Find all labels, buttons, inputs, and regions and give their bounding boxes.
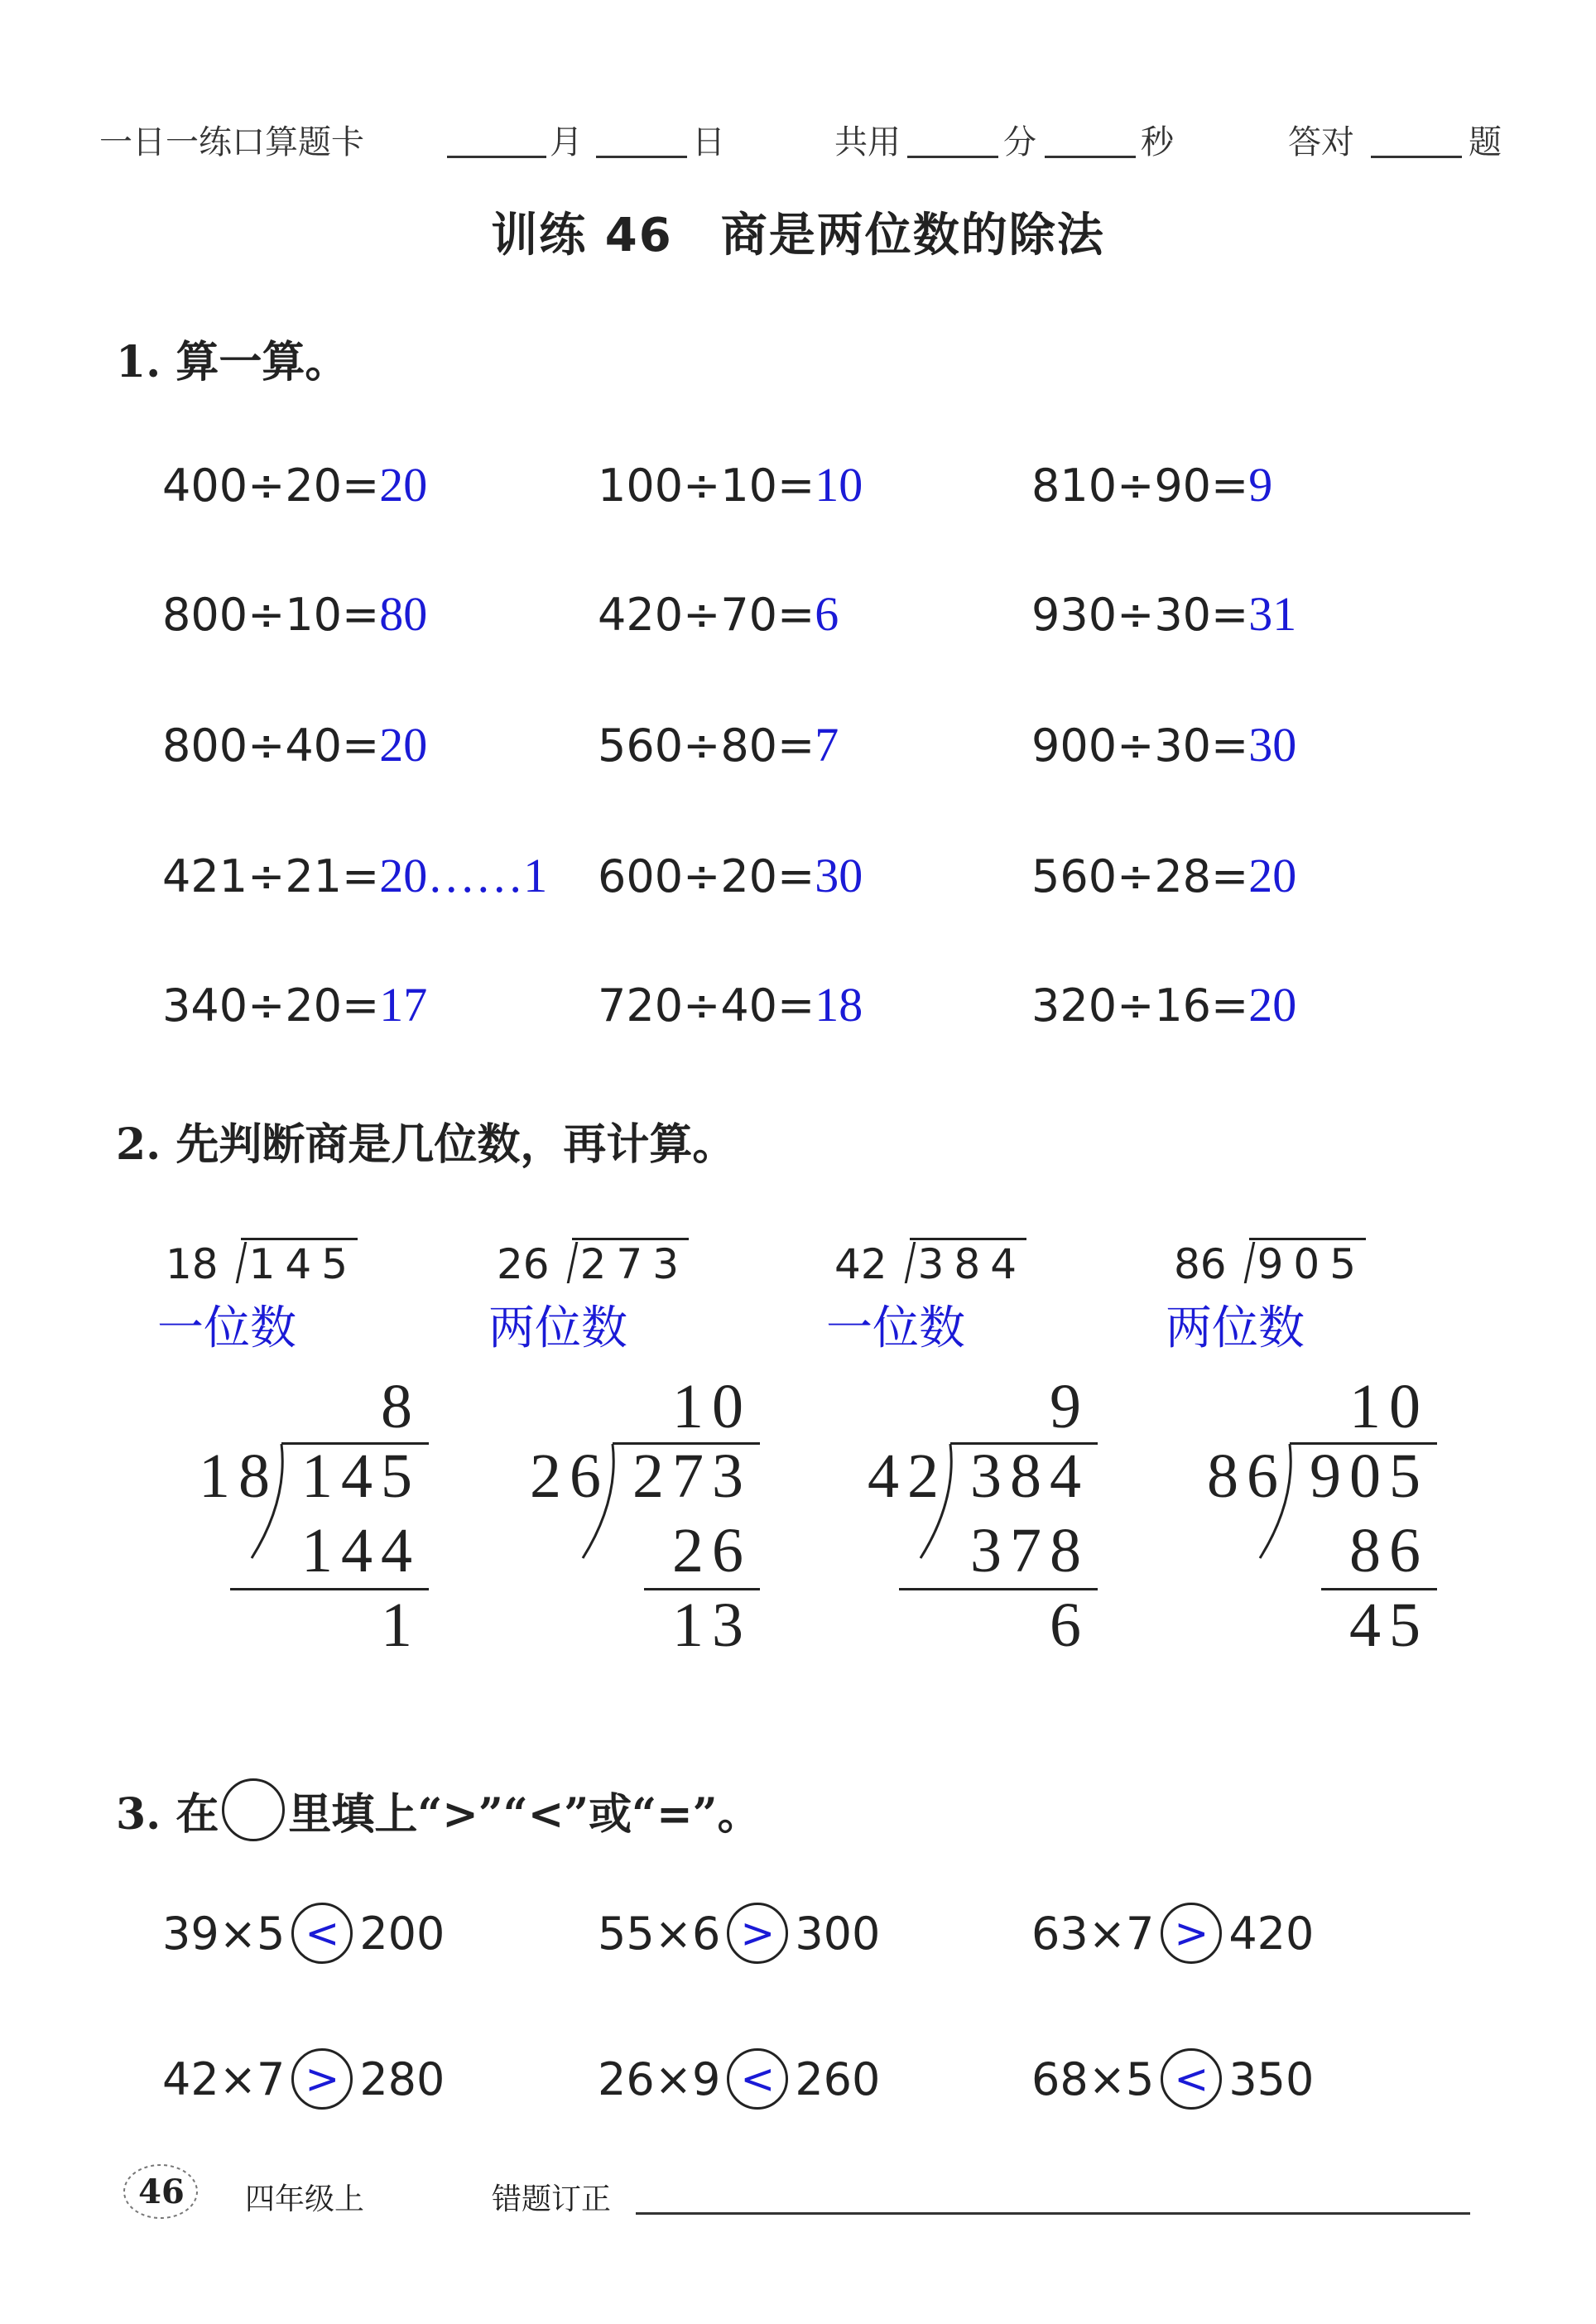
equation-answer[interactable]: 20: [1248, 849, 1297, 902]
equation-3-2: [1031, 848, 1296, 903]
subtrahend: 26: [672, 1516, 752, 1585]
equation-0-1: [598, 457, 863, 512]
division-header-2: [834, 1240, 1026, 1288]
equation-answer[interactable]: 30: [1248, 718, 1297, 772]
equation-question: 600÷20=: [598, 850, 815, 902]
correction-label: 错题订正: [492, 2182, 612, 2216]
grade-label: 四年级上: [245, 2182, 365, 2216]
comparison-answer-circle[interactable]: <: [727, 2048, 788, 2110]
equation-4-1: [598, 977, 863, 1032]
empty-circle-icon: [222, 1778, 285, 1841]
long-dividend: 384: [970, 1441, 1089, 1511]
comparison-1-2: [1031, 2048, 1314, 2110]
equation-answer[interactable]: 20: [379, 458, 428, 512]
page-title: 训练 46 商是两位数的除法: [491, 209, 1105, 262]
equation-question: 560÷80=: [598, 719, 815, 772]
equation-answer[interactable]: 30: [815, 849, 863, 902]
equation-question: 810÷90=: [1031, 460, 1249, 512]
card-label: 一日一练口算题卡: [99, 123, 364, 161]
comparison-right: 300: [795, 1907, 881, 1960]
division-top-line: [1290, 1442, 1437, 1445]
equation-question: 420÷70=: [598, 589, 815, 641]
page-number: 46: [138, 2172, 185, 2211]
long-division-bracket-icon: [1255, 1442, 1305, 1566]
division-top-line: [613, 1442, 760, 1445]
equation-answer[interactable]: 20: [1248, 978, 1297, 1032]
equation-answer[interactable]: 6: [815, 587, 839, 641]
equation-question: 900÷30=: [1031, 719, 1249, 772]
equation-question: 800÷10=: [162, 589, 380, 641]
equation-answer[interactable]: 80: [379, 587, 428, 641]
equation-question: 421÷21=: [162, 850, 380, 902]
long-division-bracket-icon: [247, 1442, 296, 1566]
dividend: 905: [1249, 1238, 1366, 1288]
comparison-answer-circle[interactable]: <: [1161, 2048, 1222, 2110]
laurel-icon: [121, 2160, 200, 2223]
equation-0-2: [1031, 457, 1272, 512]
equation-4-2: [1031, 977, 1296, 1032]
comparison-left: 42×7: [162, 2052, 286, 2105]
comparison-answer-circle[interactable]: >: [1161, 1903, 1222, 1964]
comparison-1-1: [598, 2048, 880, 2110]
comparison-left: 39×5: [162, 1907, 286, 1960]
equation-question: 720÷40=: [598, 979, 815, 1032]
equation-question: 800÷40=: [162, 719, 380, 772]
dividend: 384: [910, 1238, 1026, 1288]
section-3-title-b: 里填上“>”“<”或“=”。: [288, 1788, 761, 1840]
comparison-answer-circle[interactable]: <: [291, 1903, 353, 1964]
equation-1-0: [162, 586, 427, 642]
comparison-0-0: [162, 1903, 445, 1964]
equation-question: 400÷20=: [162, 460, 380, 512]
division-top-line: [950, 1442, 1098, 1445]
equation-answer[interactable]: 7: [815, 718, 839, 772]
equation-answer[interactable]: 20: [379, 718, 428, 772]
equation-question: 100÷10=: [598, 460, 815, 512]
minutes-label: 分: [1003, 123, 1036, 161]
page-number-badge: [124, 2163, 199, 2221]
equation-question: 930÷30=: [1031, 589, 1249, 641]
long-division-bracket-icon: [916, 1442, 965, 1566]
equation-answer[interactable]: 20……1: [379, 849, 548, 902]
division-top-line: [281, 1442, 429, 1445]
comparison-left: 55×6: [598, 1907, 721, 1960]
remainder: 6: [1050, 1590, 1089, 1660]
comparison-right: 350: [1228, 2052, 1315, 2105]
month-label: 月: [550, 123, 583, 161]
equation-answer[interactable]: 17: [379, 978, 428, 1032]
equation-3-0: [162, 848, 547, 903]
dividend: 273: [572, 1238, 689, 1288]
long-dividend: 273: [632, 1441, 752, 1511]
section-1-title: 1. 算一算。: [116, 337, 349, 387]
equation-4-0: [162, 977, 427, 1032]
equation-answer[interactable]: 18: [815, 978, 863, 1032]
divisor: 26: [497, 1240, 550, 1288]
subtrahend: 86: [1349, 1516, 1429, 1585]
comparison-0-2: [1031, 1903, 1314, 1964]
time-label: 共用: [834, 123, 901, 161]
section-2-title: 2. 先判断商是几位数，再计算。: [116, 1119, 736, 1170]
subtrahend: 144: [301, 1516, 421, 1585]
division-header-0: [166, 1240, 358, 1288]
equation-2-0: [162, 717, 427, 772]
day-blank[interactable]: [596, 156, 687, 158]
correction-line[interactable]: [636, 2212, 1470, 2215]
equation-question: 340÷20=: [162, 979, 380, 1032]
comparison-left: 68×5: [1031, 2052, 1155, 2105]
digits-answer-0[interactable]: 一位数: [157, 1302, 296, 1355]
comparison-right: 280: [359, 2052, 445, 2105]
digits-answer-1[interactable]: 两位数: [488, 1302, 627, 1355]
remainder: 45: [1349, 1590, 1429, 1660]
equation-3-1: [598, 848, 863, 903]
equation-2-2: [1031, 717, 1296, 772]
month-blank[interactable]: [447, 156, 546, 158]
long-divisor: 26: [530, 1441, 609, 1511]
divisor: 18: [166, 1240, 219, 1288]
seconds-blank[interactable]: [1045, 156, 1136, 158]
long-division-bracket-icon: [578, 1442, 627, 1566]
comparison-1-0: [162, 2048, 445, 2110]
digits-answer-3[interactable]: 两位数: [1166, 1302, 1305, 1355]
subtraction-line: [1321, 1588, 1437, 1590]
minutes-blank[interactable]: [907, 156, 998, 158]
long-divisor: 86: [1207, 1441, 1286, 1511]
long-divisor: 42: [868, 1441, 947, 1511]
equation-answer[interactable]: 10: [815, 458, 863, 512]
section-3-title-a: 3. 在: [116, 1788, 219, 1840]
quotient: 10: [1349, 1372, 1429, 1441]
equation-0-0: [162, 457, 427, 512]
long-dividend: 145: [301, 1441, 421, 1511]
questions-label: 题: [1469, 123, 1502, 161]
quotient: 9: [1050, 1372, 1089, 1441]
subtrahend: 378: [970, 1516, 1089, 1585]
dividend: 145: [241, 1238, 358, 1288]
comparison-answer-circle[interactable]: >: [727, 1903, 788, 1964]
comparison-right: 260: [795, 2052, 881, 2105]
subtraction-line: [899, 1588, 1098, 1590]
equation-question: 560÷28=: [1031, 850, 1249, 902]
correct-label: 答对: [1288, 123, 1354, 161]
long-divisor: 18: [199, 1441, 278, 1511]
day-label: 日: [692, 123, 725, 161]
equation-answer[interactable]: 9: [1248, 458, 1273, 512]
subtraction-line: [230, 1588, 429, 1590]
divisor: 86: [1174, 1240, 1227, 1288]
remainder: 1: [381, 1590, 421, 1660]
division-header-1: [497, 1240, 689, 1288]
subtraction-line: [644, 1588, 760, 1590]
equation-1-2: [1031, 586, 1296, 642]
division-header-3: [1174, 1240, 1366, 1288]
comparison-left: 26×9: [598, 2052, 721, 2105]
quotient: 8: [381, 1372, 421, 1441]
long-dividend: 905: [1310, 1441, 1429, 1511]
equation-question: 320÷16=: [1031, 979, 1249, 1032]
comparison-left: 63×7: [1031, 1907, 1155, 1960]
section-3-title: [116, 1778, 761, 1841]
correct-blank[interactable]: [1371, 156, 1462, 158]
remainder: 13: [672, 1590, 752, 1660]
equation-1-1: [598, 586, 839, 642]
equation-2-1: [598, 717, 839, 772]
seconds-label: 秒: [1141, 123, 1174, 161]
divisor: 42: [834, 1240, 887, 1288]
comparison-right: 420: [1228, 1907, 1315, 1960]
comparison-0-1: [598, 1903, 880, 1964]
quotient: 10: [672, 1372, 752, 1441]
equation-answer[interactable]: 31: [1248, 587, 1297, 641]
comparison-right: 200: [359, 1907, 445, 1960]
comparison-answer-circle[interactable]: >: [291, 2048, 353, 2110]
digits-answer-2[interactable]: 一位数: [826, 1302, 965, 1355]
